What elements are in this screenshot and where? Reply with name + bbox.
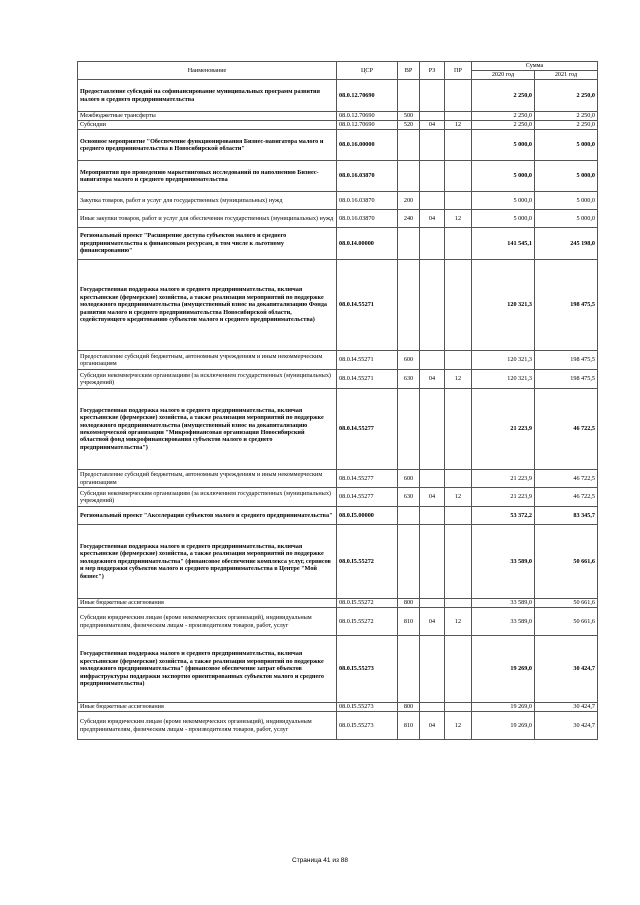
row-name: Региональный проект "Акселерация субъектов малого и среднего предпринимательства" <box>78 507 337 525</box>
row-amount-2021: 2 250,0 <box>535 80 598 112</box>
row-rz <box>420 192 445 210</box>
table-row <box>78 192 598 210</box>
row-rz <box>420 703 445 712</box>
page-footer: Страница 41 из 88 <box>292 857 348 864</box>
row-name: Государственная поддержка малого и среднего предпринимательства, включая крестьянские (фермерские) хозяйства, а также реализация мероприятий по поддержке молодежного предпринимательства (имущественный взнос на докапитализацию некоммерческой организации "Микрофинансовая организация Новосибирский областной фонд микрофинансирования субъектов малого и среднего предпринимательства") <box>78 389 337 470</box>
row-amount-2020: 5 000,0 <box>472 130 535 161</box>
header-year-2020: 2020 год <box>472 71 535 80</box>
row-rz <box>420 351 445 370</box>
row-pr <box>445 161 472 192</box>
row-pr: 12 <box>445 608 472 636</box>
row-csr: 08.0.I5.55273 <box>337 703 398 712</box>
table-row <box>78 599 598 608</box>
row-pr <box>445 351 472 370</box>
row-rz <box>420 389 445 470</box>
row-amount-2021: 5 000,0 <box>535 130 598 161</box>
row-amount-2021: 198 475,5 <box>535 351 598 370</box>
row-amount-2020: 5 000,0 <box>472 161 535 192</box>
row-rz <box>420 228 445 260</box>
header-pr: ПР <box>445 62 472 80</box>
table-row <box>78 470 598 488</box>
row-vr <box>398 636 420 703</box>
row-vr <box>398 228 420 260</box>
row-pr: 12 <box>445 370 472 389</box>
row-name: Закупка товаров, работ и услуг для государственных (муниципальных) нужд <box>78 192 337 210</box>
row-csr: 08.0.I4.55277 <box>337 470 398 488</box>
row-vr <box>398 260 420 351</box>
row-name: Мероприятия про проведению маркетинговых исследований по наполнению Бизнес-навигатора малого и среднего предпринимательства <box>78 161 337 192</box>
row-rz <box>420 161 445 192</box>
row-amount-2020: 2 250,0 <box>472 112 535 121</box>
row-name: Иные закупки товаров, работ и услуг для обеспечения государственных (муниципальных) нужд <box>78 210 337 228</box>
header-rz: РЗ <box>420 62 445 80</box>
row-rz: 04 <box>420 488 445 507</box>
row-rz: 04 <box>420 608 445 636</box>
row-rz: 04 <box>420 370 445 389</box>
row-amount-2021: 5 000,0 <box>535 161 598 192</box>
row-csr: 08.0.I5.55273 <box>337 712 398 740</box>
table-row <box>78 636 598 703</box>
row-pr <box>445 636 472 703</box>
row-vr: 630 <box>398 370 420 389</box>
row-name: Предоставление субсидий бюджетным, автономным учреждениям и иным некоммерческим организациям <box>78 470 337 488</box>
row-rz: 04 <box>420 121 445 130</box>
table-row <box>78 703 598 712</box>
row-csr: 08.0.I4.00000 <box>337 228 398 260</box>
table-row <box>78 488 598 507</box>
row-rz <box>420 525 445 599</box>
row-amount-2020: 19 269,0 <box>472 636 535 703</box>
row-pr <box>445 80 472 112</box>
row-amount-2020: 19 269,0 <box>472 712 535 740</box>
row-csr: 08.0.16.03870 <box>337 192 398 210</box>
row-amount-2021: 50 661,6 <box>535 608 598 636</box>
row-csr: 08.0.I4.55277 <box>337 389 398 470</box>
row-rz <box>420 636 445 703</box>
row-csr: 08.0.I5.55273 <box>337 636 398 703</box>
table-row <box>78 370 598 389</box>
row-pr: 12 <box>445 121 472 130</box>
row-rz <box>420 260 445 351</box>
header-year-2021: 2021 год <box>535 71 598 80</box>
row-amount-2020: 19 269,0 <box>472 703 535 712</box>
row-pr <box>445 260 472 351</box>
table-row <box>78 80 598 112</box>
row-csr: 08.0.16.00000 <box>337 130 398 161</box>
row-vr: 600 <box>398 470 420 488</box>
table-row <box>78 121 598 130</box>
table-row <box>78 608 598 636</box>
row-pr: 12 <box>445 712 472 740</box>
row-csr: 08.0.16.03870 <box>337 161 398 192</box>
row-vr: 630 <box>398 488 420 507</box>
row-name: Субсидии некоммерческим организациям (за исключением государственных (муниципальных) учреждений) <box>78 488 337 507</box>
table-row <box>78 112 598 121</box>
header-sum: Сумма <box>472 62 598 71</box>
row-pr <box>445 507 472 525</box>
table-row <box>78 228 598 260</box>
row-amount-2020: 5 000,0 <box>472 192 535 210</box>
row-amount-2021: 5 000,0 <box>535 210 598 228</box>
row-vr: 810 <box>398 712 420 740</box>
header-vr: ВР <box>398 62 420 80</box>
row-vr: 520 <box>398 121 420 130</box>
row-amount-2021: 46 722,5 <box>535 470 598 488</box>
row-vr: 800 <box>398 599 420 608</box>
row-name: Межбюджетные трансферты <box>78 112 337 121</box>
row-amount-2021: 198 475,5 <box>535 370 598 389</box>
row-amount-2021: 50 661,6 <box>535 599 598 608</box>
row-pr <box>445 130 472 161</box>
row-name: Иные бюджетные ассигнования <box>78 703 337 712</box>
table-row <box>78 351 598 370</box>
budget-table <box>77 61 598 740</box>
row-amount-2020: 2 250,0 <box>472 80 535 112</box>
row-name: Основное мероприятие "Обеспечение функционирования Бизнес-навигатора малого и среднего предпринимательства в Новосибирской области" <box>78 130 337 161</box>
row-vr <box>398 507 420 525</box>
row-csr: 08.0.I5.55272 <box>337 608 398 636</box>
row-amount-2020: 33 589,0 <box>472 525 535 599</box>
row-pr <box>445 389 472 470</box>
row-rz <box>420 80 445 112</box>
row-rz <box>420 470 445 488</box>
row-name: Предоставление субсидий бюджетным, автономным учреждениям и иным некоммерческим организациям <box>78 351 337 370</box>
row-amount-2021: 245 198,0 <box>535 228 598 260</box>
row-name: Государственная поддержка малого и среднего предпринимательства, включая крестьянские (фермерские) хозяйства, а также реализация мероприятий по поддержке молодежного предпринимательства (имущественный взнос на докапитализацию Фонда развития малого и среднего предпринимательства Новосибирской области, содействующего кредитованию субъектов малого и среднего предпринимательства) <box>78 260 337 351</box>
row-rz <box>420 112 445 121</box>
row-pr <box>445 112 472 121</box>
row-amount-2021: 46 722,5 <box>535 488 598 507</box>
header-csr: ЦСР <box>337 62 398 80</box>
table-row <box>78 161 598 192</box>
row-amount-2020: 120 321,3 <box>472 260 535 351</box>
row-pr <box>445 703 472 712</box>
row-rz <box>420 130 445 161</box>
row-csr: 08.0.I4.55271 <box>337 260 398 351</box>
row-rz: 04 <box>420 712 445 740</box>
row-csr: 08.0.12.70690 <box>337 80 398 112</box>
row-csr: 08.0.I5.55272 <box>337 599 398 608</box>
row-amount-2021: 30 424,7 <box>535 703 598 712</box>
row-amount-2020: 21 223,9 <box>472 389 535 470</box>
row-name: Иные бюджетные ассигнования <box>78 599 337 608</box>
row-pr <box>445 192 472 210</box>
row-csr: 08.0.12.70690 <box>337 112 398 121</box>
row-amount-2020: 53 372,2 <box>472 507 535 525</box>
row-amount-2020: 120 321,3 <box>472 370 535 389</box>
row-name: Предоставление субсидий на софинансирование муниципальных программ развития малого и среднего предпринимательства <box>78 80 337 112</box>
row-csr: 08.0.I5.00000 <box>337 507 398 525</box>
table-row <box>78 507 598 525</box>
row-name: Государственная поддержка малого и среднего предпринимательства, включая крестьянские (фермерские) хозяйства, а также реализация мероприятий по поддержке молодежного предпринимательства" (финансовое обеспечение затрат объектов инфраструктуры поддержки экспортно ориентированных субъектов малого и среднего предпринимательства) <box>78 636 337 703</box>
row-amount-2021: 46 722,5 <box>535 389 598 470</box>
row-amount-2021: 198 475,5 <box>535 260 598 351</box>
row-vr: 600 <box>398 351 420 370</box>
row-vr <box>398 80 420 112</box>
row-csr: 08.0.I4.55277 <box>337 488 398 507</box>
row-name: Субсидии некоммерческим организациям (за исключением государственных (муниципальных) учреждений) <box>78 370 337 389</box>
row-amount-2021: 30 424,7 <box>535 636 598 703</box>
row-vr: 800 <box>398 703 420 712</box>
row-csr: 08.0.16.03870 <box>337 210 398 228</box>
row-rz <box>420 599 445 608</box>
row-amount-2021: 2 250,0 <box>535 112 598 121</box>
row-amount-2020: 2 250,0 <box>472 121 535 130</box>
row-vr: 500 <box>398 112 420 121</box>
table-row <box>78 130 598 161</box>
row-rz <box>420 507 445 525</box>
row-amount-2021: 83 345,7 <box>535 507 598 525</box>
row-name: Субсидии юридическим лицам (кроме некоммерческих организаций), индивидуальным предпринимателям, физическим лицам - производителям товаров, работ, услуг <box>78 608 337 636</box>
row-pr <box>445 525 472 599</box>
row-pr <box>445 228 472 260</box>
row-amount-2021: 2 250,0 <box>535 121 598 130</box>
table-row <box>78 260 598 351</box>
table-row <box>78 712 598 740</box>
header-name: Наименование <box>78 62 337 80</box>
row-amount-2020: 141 545,1 <box>472 228 535 260</box>
row-vr <box>398 389 420 470</box>
row-csr: 08.0.12.70690 <box>337 121 398 130</box>
row-name: Субсидии юридическим лицам (кроме некоммерческих организаций), индивидуальным предпринимателям, физическим лицам - производителям товаров, работ, услуг <box>78 712 337 740</box>
row-csr: 08.0.I5.55272 <box>337 525 398 599</box>
row-vr <box>398 525 420 599</box>
row-pr: 12 <box>445 488 472 507</box>
row-vr: 810 <box>398 608 420 636</box>
row-pr <box>445 599 472 608</box>
row-vr: 240 <box>398 210 420 228</box>
row-amount-2020: 5 000,0 <box>472 210 535 228</box>
row-amount-2021: 5 000,0 <box>535 192 598 210</box>
table-row <box>78 210 598 228</box>
row-rz: 04 <box>420 210 445 228</box>
row-csr: 08.0.I4.55271 <box>337 370 398 389</box>
row-amount-2020: 120 321,3 <box>472 351 535 370</box>
table-row <box>78 525 598 599</box>
table-row <box>78 389 598 470</box>
table-header <box>78 62 598 80</box>
row-name: Региональный проект "Расширение доступа субъектов малого и среднего предпринимательства к финансовым ресурсам, в том числе к льготному финансированию" <box>78 228 337 260</box>
row-vr <box>398 161 420 192</box>
row-vr: 200 <box>398 192 420 210</box>
row-vr <box>398 130 420 161</box>
row-amount-2020: 21 223,9 <box>472 488 535 507</box>
row-csr: 08.0.I4.55271 <box>337 351 398 370</box>
row-amount-2020: 33 589,0 <box>472 608 535 636</box>
row-amount-2020: 21 223,9 <box>472 470 535 488</box>
row-amount-2021: 50 661,6 <box>535 525 598 599</box>
table-body <box>78 80 598 740</box>
row-pr <box>445 470 472 488</box>
row-pr: 12 <box>445 210 472 228</box>
row-name: Субсидии <box>78 121 337 130</box>
row-name: Государственная поддержка малого и среднего предпринимательства, включая крестьянские (фермерские) хозяйства, а также реализация мероприятий по поддержке молодежного предпринимательства" (финансовое обеспечение комплекса услуг, сервисов и мер поддержки субъектов малого и среднего предпринимательства в Центре "Мой бизнес") <box>78 525 337 599</box>
row-amount-2020: 33 589,0 <box>472 599 535 608</box>
row-amount-2021: 30 424,7 <box>535 712 598 740</box>
